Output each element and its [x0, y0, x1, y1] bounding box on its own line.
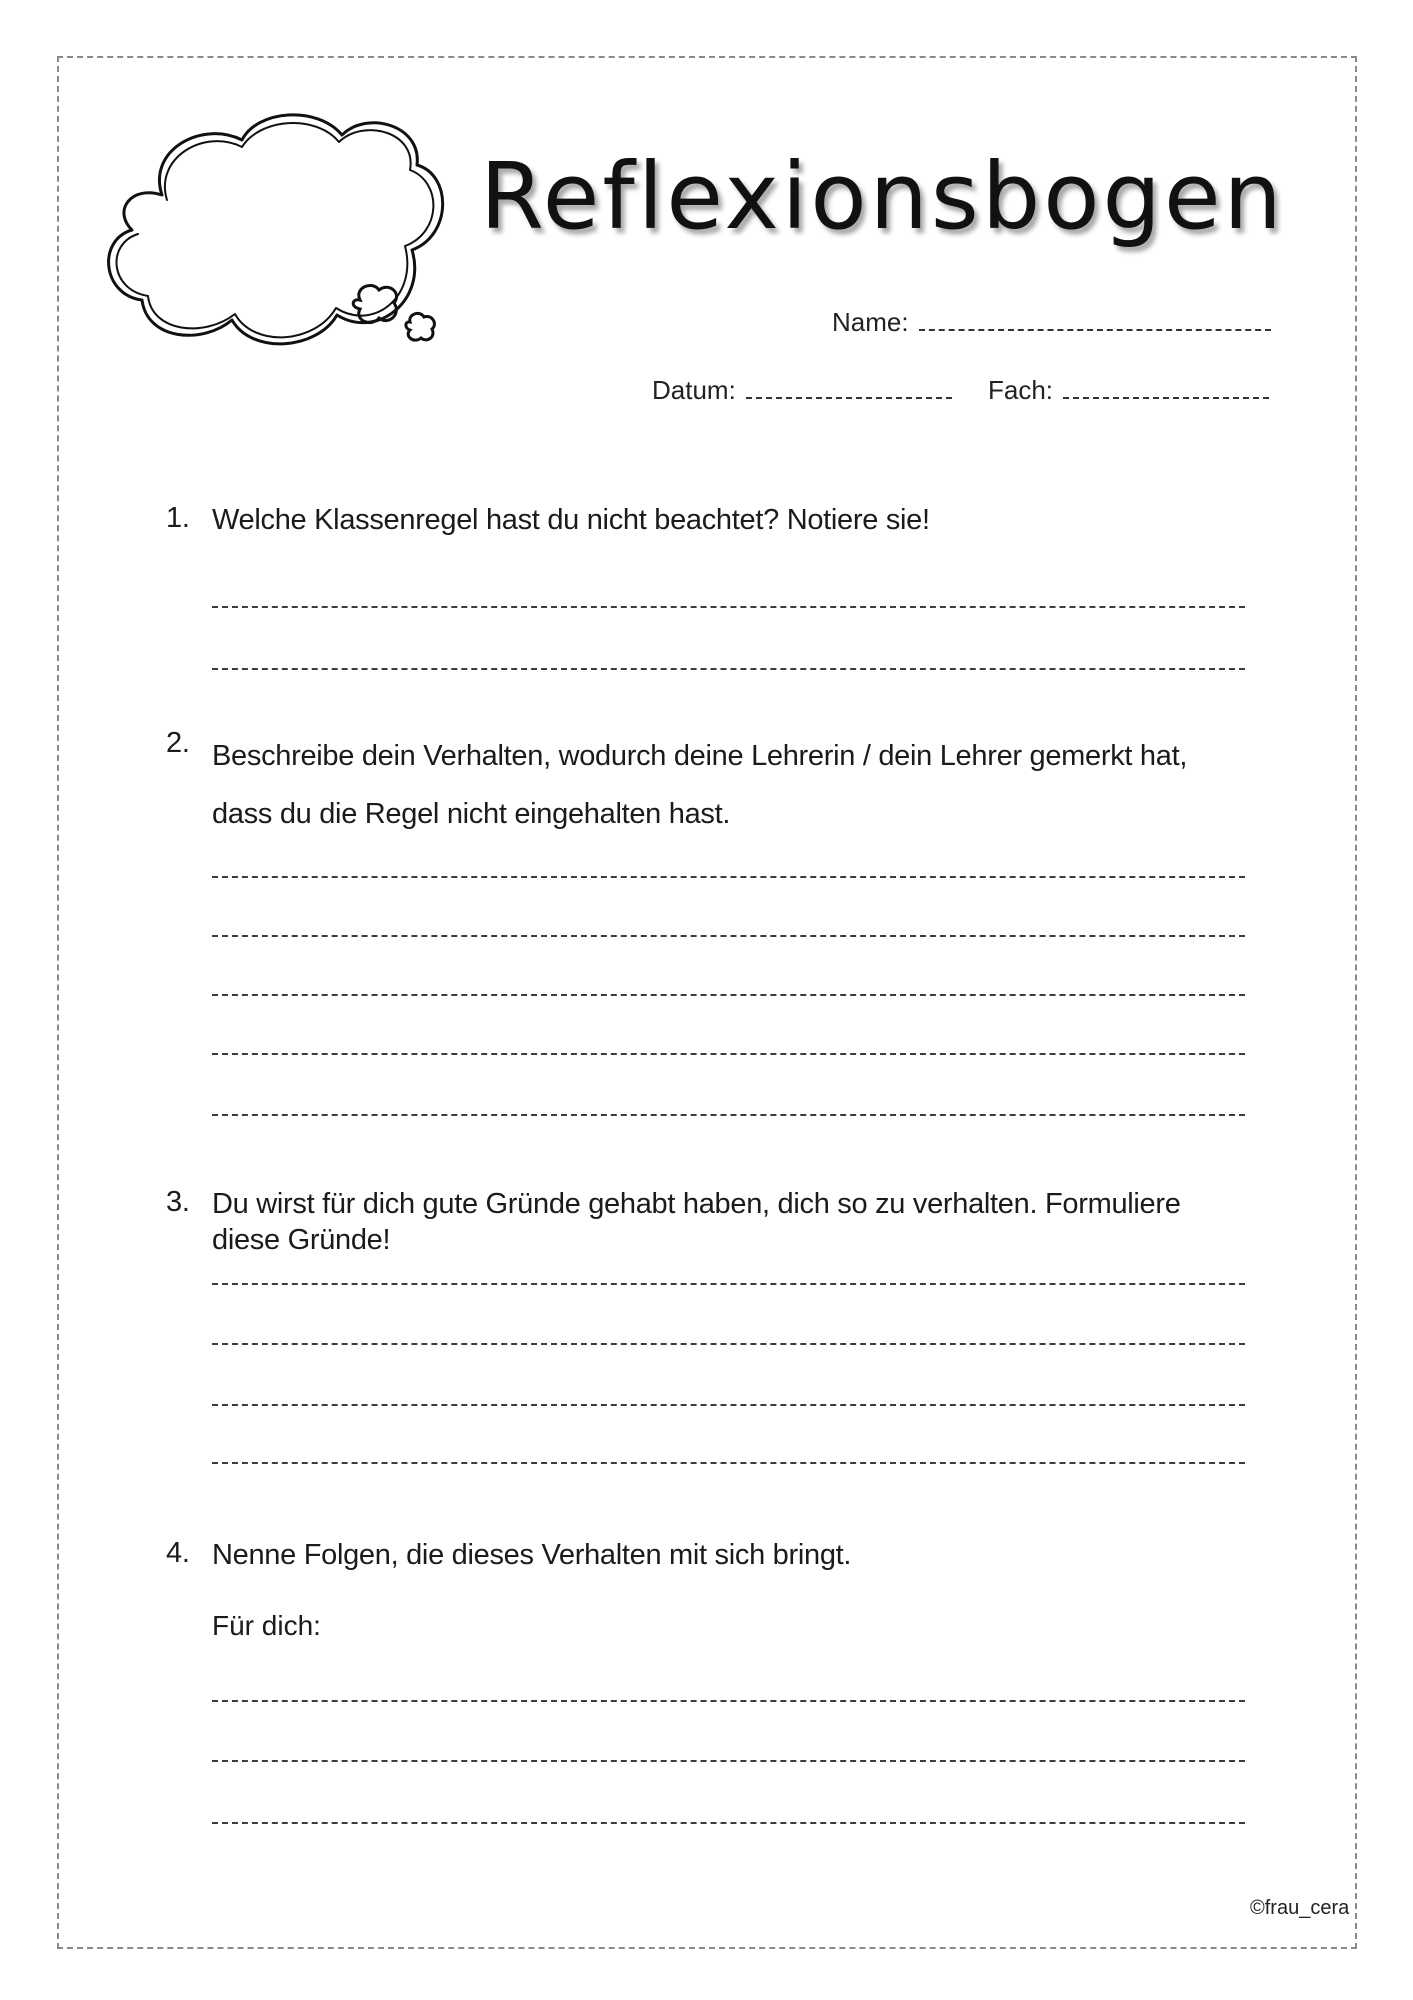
- question-number: 3.: [166, 1186, 190, 1218]
- answer-line[interactable]: [212, 1283, 1245, 1285]
- answer-line[interactable]: [212, 1700, 1245, 1702]
- answer-line[interactable]: [212, 876, 1245, 878]
- answer-line[interactable]: [212, 1404, 1245, 1406]
- subject-label: Fach:: [988, 375, 1054, 405]
- date-field: [652, 375, 952, 406]
- answer-line[interactable]: [212, 1343, 1245, 1345]
- question-number: 4.: [166, 1537, 190, 1569]
- answer-line[interactable]: [212, 1760, 1245, 1762]
- question-number: 1.: [166, 502, 190, 534]
- answer-line[interactable]: [212, 668, 1245, 670]
- question-text: Beschreibe dein Verhalten, wodurch deine Lehrerin / dein Lehrer gemerkt hat, dass du die Regel nicht eingehalten hast.: [212, 740, 1188, 830]
- answer-line[interactable]: [212, 994, 1245, 996]
- thought-bubble-icon: [92, 100, 452, 360]
- subject-field: [988, 375, 1269, 406]
- answer-line[interactable]: [212, 1114, 1245, 1116]
- question-text: Du wirst für dich gute Gründe gehabt haben, dich so zu verhalten. Formuliere diese Gründe!: [212, 1188, 1181, 1256]
- answer-line[interactable]: [212, 606, 1245, 608]
- page-title: Reflexionsbogen: [480, 143, 1285, 250]
- date-label: Datum:: [652, 375, 736, 405]
- copyright-text: ©frau_cera: [1250, 1897, 1350, 1919]
- question-number: 2.: [166, 727, 190, 759]
- consequence-label: Für dich:: [212, 1610, 321, 1641]
- question-text: Welche Klassenregel hast du nicht beachtet? Notiere sie!: [212, 504, 930, 536]
- name-input-line[interactable]: [919, 319, 1271, 331]
- name-label: Name:: [832, 307, 909, 337]
- name-field: [832, 307, 1271, 338]
- subject-input-line[interactable]: [1063, 387, 1269, 399]
- answer-line[interactable]: [212, 935, 1245, 937]
- answer-line[interactable]: [212, 1462, 1245, 1464]
- answer-line[interactable]: [212, 1053, 1245, 1055]
- answer-line[interactable]: [212, 1822, 1245, 1824]
- date-input-line[interactable]: [746, 387, 952, 399]
- question-text: Nenne Folgen, die dieses Verhalten mit sich bringt.: [212, 1539, 852, 1571]
